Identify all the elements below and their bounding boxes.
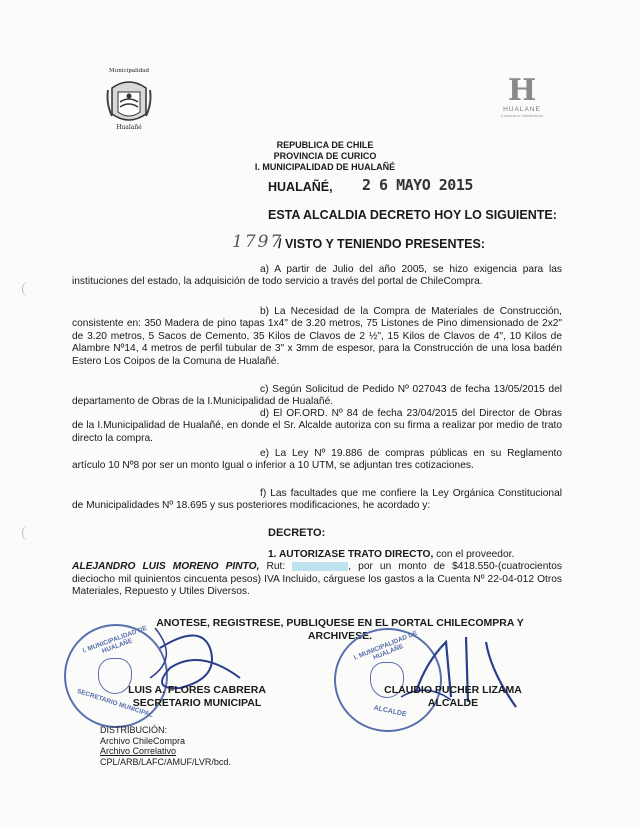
distribution-item: Archivo ChileCompra [100, 735, 186, 746]
redacted-rut [292, 562, 348, 571]
secretary-title: SECRETARIO MUNICIPAL [132, 697, 262, 709]
mayor-signature-block [368, 684, 538, 710]
brand-name: HUALANE [503, 106, 541, 113]
paragraph-a: a) A partir de Julio del año 2005, se hizo exigencia para las instituciones del estado, la adquisición de todo servicio a través del portal de ChileCompra. [72, 264, 562, 288]
distribution-heading: DISTRIBUCIÓN: [100, 725, 168, 735]
decree-item-1 [72, 549, 562, 599]
hualane-brand-logo [496, 73, 548, 128]
document-header [230, 140, 420, 173]
visto-heading: / VISTO Y TENIENDO PRESENTES: [278, 237, 485, 251]
mayor-name: CLAUDIO PUCHER LIZAMA [384, 684, 522, 696]
paragraph-b: b) La Necesidad de la Compra de Materiales de Construcción, consistente en: 350 Madera de pino tapas 1x4" de 3.20 metros, 75 Listones de Pino dimensionado de 2x2" de 3.20 metros, 5 Sacos de Cemento, 35 Kilos de Clavos de 2 ½", 15 Kilos de Clavos de 4", 10 Kilos de Alambre Nº14, 4 metros de perfil tubular de 3" x 3mm de espesor, para la Construcción de una losa badén Estero Los Coipos de la Comuna de Hualañé. [72, 306, 562, 367]
paragraph-d: d) El OF.ORD. Nº 84 de fecha 23/04/2015 del Director de Obras de la I.Municipalidad de Hualañé, en donde el Sr. Alcalde autoriza con su firma a realizar por medio de trato directo la compra. [72, 408, 562, 444]
closing-line-2: ARCHIVESE. [307, 630, 373, 642]
header-country: REPUBLICA DE CHILE [276, 140, 374, 150]
mayor-title: ALCALDE [427, 697, 479, 709]
decree-number: 1797 [232, 232, 284, 252]
paragraph-f: f) Las facultades que me confiere la Ley Orgánica Constitucional de Municipalidades Nº 18.695 y sus posteriores modificaciones, he acordado y: [72, 488, 562, 512]
punch-hole-mark [22, 282, 33, 296]
crest-bottom-text: Hualañé [116, 124, 142, 131]
mayor-stamp-bottom: ALCALDE [372, 704, 408, 719]
brand-tagline: Comuna en Movimiento [500, 113, 544, 118]
distribution-item: Archivo Correlativo [100, 746, 177, 756]
paragraph-c: c) Según Solicitud de Pedido Nº 027043 de fecha 13/05/2015 del departamento de Obras de la I.Municipalidad de Hualañé. [72, 384, 562, 408]
closing-line-1: ANOTESE, REGISTRESE, PUBLIQUESE EN EL PORTAL CHILECOMPRA Y [156, 617, 524, 629]
rut-label: Rut: [259, 561, 293, 573]
decree-statement: ESTA ALCALDIA DECRETO HOY LO SIGUIENTE: [268, 208, 557, 222]
crest-arc-text: Municipalidad [109, 68, 149, 74]
item1-body: , por un monto de $418.550-(cuatrocientos dieciocho mil quinientos cincuenta pesos) IVA Incluido, cárguese los gastos a la Cuenta Nº 22-04-012 Otros Materiales, Repuesto y Utiles Diversos. [72, 561, 562, 598]
mayor-stamp-top: I. MUNICIPALIDAD DE HUALAÑE [352, 629, 419, 662]
item1-rest: con el proveedor. [433, 549, 515, 560]
secretary-signature-block [112, 684, 282, 710]
secretary-name: LUIS A. FLORES CABRERA [128, 684, 266, 696]
paragraph-e: e) La Ley Nº 19.886 de compras públicas en su Reglamento artículo 10 Nº8 por ser un monto Igual o inferior a 10 UTM, se adjuntan tres cotizaciones. [72, 448, 562, 472]
place-label: HUALAÑÉ, [268, 180, 333, 194]
distribution-block [100, 725, 300, 767]
secretary-stamp-top: I. MUNICIPALIDAD DE HUALAÑE [81, 624, 148, 656]
brand-letters: H [507, 73, 537, 108]
item1-lead: 1. AUTORIZASE TRATO DIRECTO, [268, 549, 434, 560]
distribution-item: CPL/ARB/LAFC/AMUF/LVR/bcd. [100, 756, 231, 767]
header-municipality: I. MUNICIPALIDAD DE HUALAÑÉ [254, 162, 396, 172]
stamped-date: 2 6 MAYO 2015 [362, 176, 473, 194]
provider-name: ALEJANDRO LUIS MORENO PINTO, [72, 561, 260, 573]
secretary-stamp-bottom: SECRETARIO MUNICIPAL [76, 687, 154, 720]
decreto-heading: DECRETO: [268, 527, 326, 539]
municipal-crest-logo [104, 68, 154, 134]
header-province: PROVINCIA DE CURICO [273, 151, 377, 161]
punch-hole-mark [22, 526, 33, 540]
